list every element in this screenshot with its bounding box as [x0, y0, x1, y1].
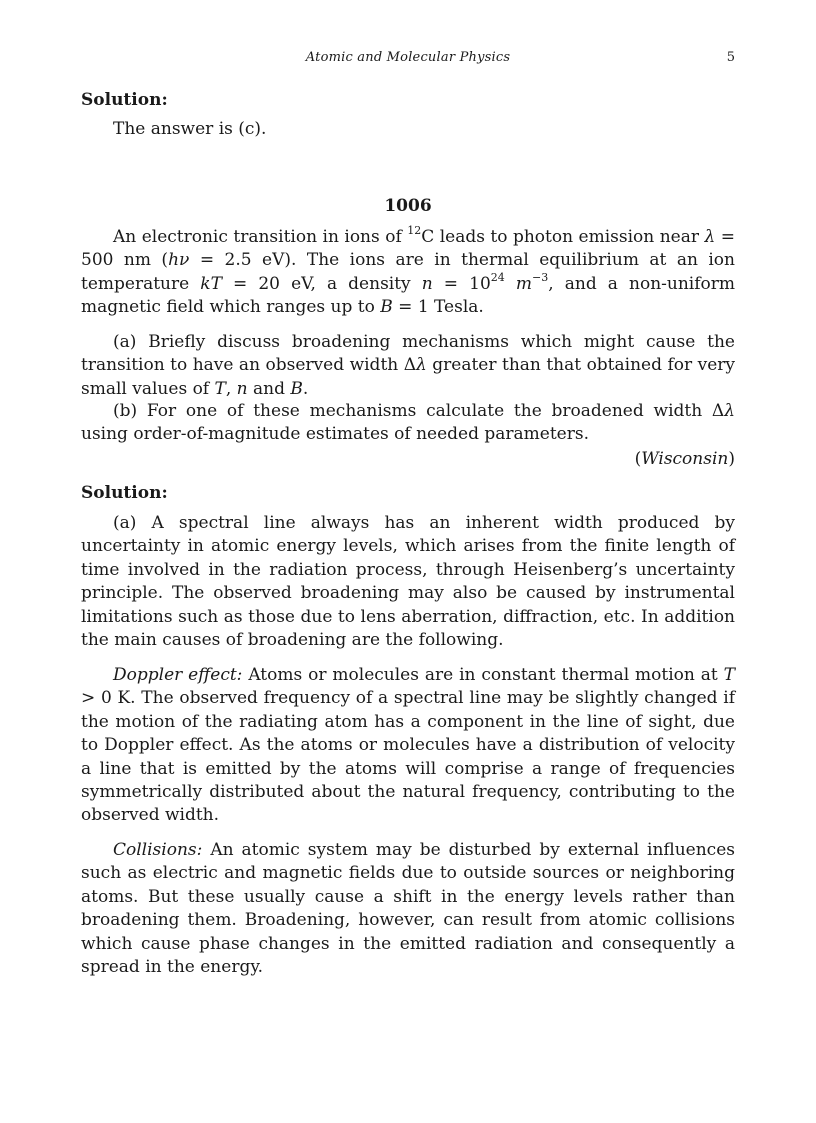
- page-number: 5: [726, 50, 735, 65]
- previous-solution-heading: Solution:: [81, 90, 168, 110]
- running-title: Atomic and Molecular Physics: [305, 50, 511, 65]
- problem-statement: An electronic transition in ions of $^{12}$C leads to photon emission near λ = 500 nm (hν = 2.5 eV). The ions are in thermal equilibrium at an ion temperature kT = 20 eV, a density $n = 10^{24}$ $m^{-3}$, and a non-uniform magnetic field which ranges up to B = 1 Tesla.: [81, 224, 736, 318]
- problem-number: 1006: [384, 196, 432, 216]
- page: [81, 0, 735, 1123]
- solution-heading: Solution:: [81, 483, 168, 503]
- solution-collisions-paragraph: Collisions: An atomic system may be disturbed by external influences such as electric and magnetic fields due to outside sources or neighboring atoms. But these usually cause a shift in the energy levels rather than broadening them. Broadening, however, can result from atomic collisions which cause phase changes in the emitted radiation and consequently a spread in the energy.: [81, 840, 735, 978]
- problem-part-a: (a) Briefly discuss broadening mechanisms which might cause the transition to have an observed width Δλ greater than that obtained for very small values of T, n and B.: [81, 332, 736, 399]
- previous-answer: The answer is (c).: [113, 119, 267, 139]
- running-header: [81, 50, 735, 68]
- problem-source: (Wisconsin): [634, 449, 735, 469]
- doppler-title: Doppler effect:: [113, 665, 243, 685]
- solution-paragraph-a: (a) A spectral line always has an inherent width produced by uncertainty in atomic energy levels, which arises from the finite length of time involved in the radiation process, through Heisenberg’s uncertainty principle. The observed broadening may also be caused by instrumental limitations such as those due to lens aberration, diffraction, etc. In addition the main causes of broadening are the following.: [81, 513, 735, 651]
- solution-doppler-paragraph: Doppler effect: Atoms or molecules are in constant thermal motion at T > 0 K. The observed frequency of a spectral line may be slightly changed if the motion of the radiating atom has a component in the line of sight, due to Doppler effect. As the atoms or molecules have a distribution of velocity a line that is emitted by the atoms will comprise a range of frequencies symmetrically distributed about the natural frequency, contributing to the observed width.: [81, 665, 736, 826]
- problem-part-b: (b) For one of these mechanisms calculate the broadened width Δλ using order-of-magnitude estimates of needed parameters.: [81, 401, 735, 445]
- collisions-title: Collisions:: [113, 840, 203, 860]
